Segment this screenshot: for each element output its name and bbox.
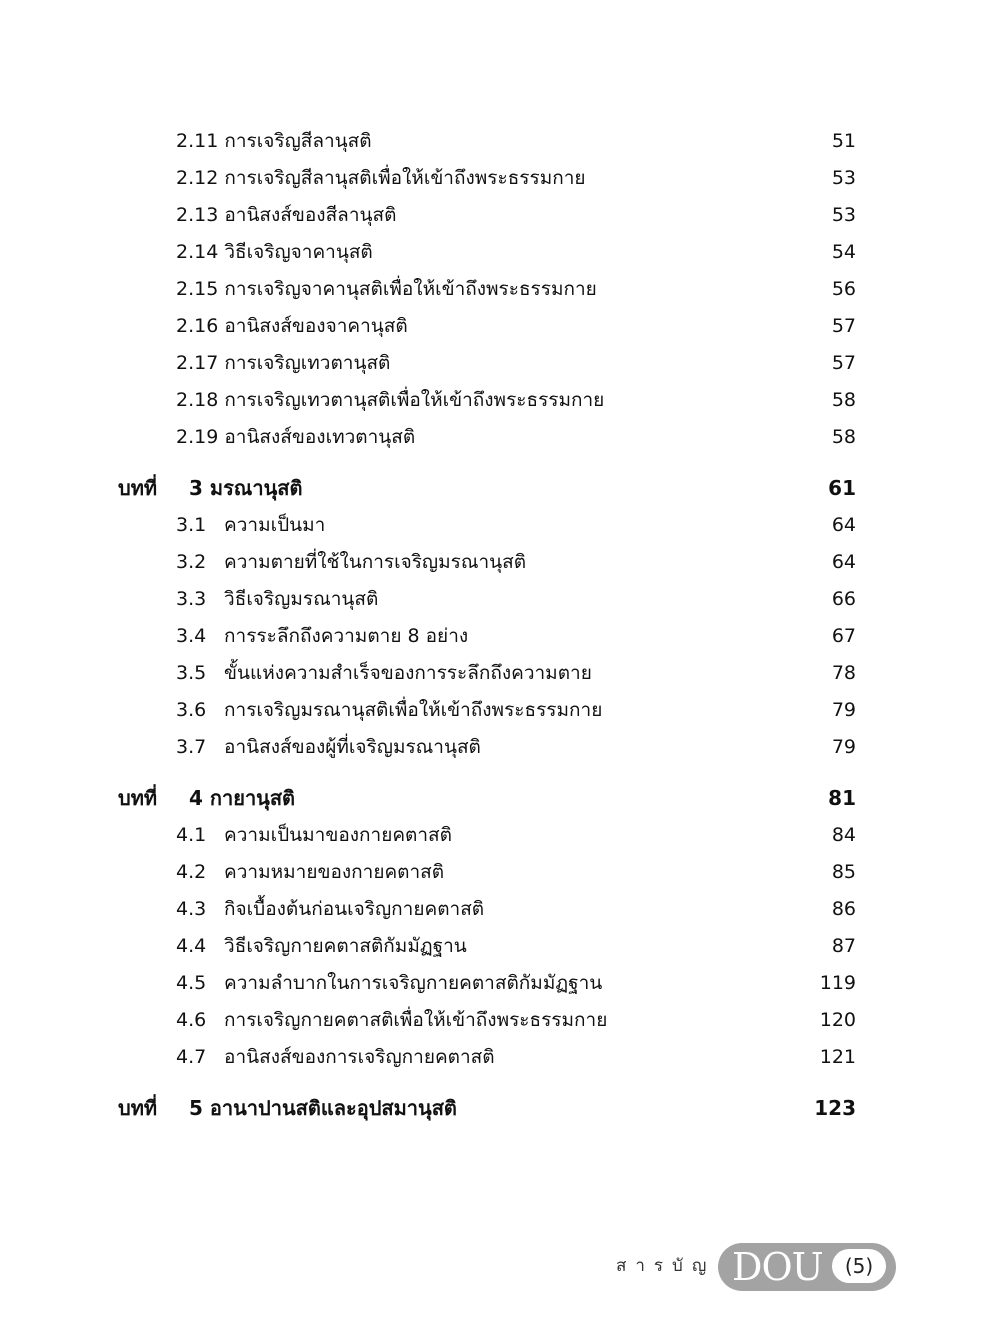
- section-title: อานิสงส์ของการเจริญกายคตาสติ: [224, 1046, 495, 1068]
- toc-entry-text: [176, 857, 444, 887]
- toc-page-number: 86: [831, 898, 856, 920]
- section-number: 3.5: [176, 662, 207, 684]
- toc-section-row: [176, 237, 856, 267]
- section-number: 2.13: [176, 204, 219, 226]
- section-number: 2.15: [176, 278, 219, 300]
- chapter-label: บทที่: [118, 786, 158, 810]
- toc-page-number: 61: [828, 476, 856, 500]
- section-title: การระลึกถึงความตาย 8 อย่าง: [224, 625, 469, 647]
- section-title: การเจริญสีลานุสติ: [224, 130, 372, 152]
- toc-page-number: 84: [831, 824, 856, 846]
- section-title: การเจริญกายคตาสติเพื่อให้เข้าถึงพระธรรมกาย: [224, 1009, 608, 1031]
- toc-section-row: [176, 820, 856, 850]
- toc-page-number: 123: [814, 1096, 856, 1120]
- toc-section-row: [176, 857, 856, 887]
- toc-page-number: 67: [831, 625, 856, 647]
- section-number: 2.16: [176, 315, 219, 337]
- toc-entry-text: [176, 510, 325, 540]
- toc-section-row: [176, 547, 856, 577]
- toc-section-row: [176, 621, 856, 651]
- toc-page-number: 53: [831, 204, 856, 226]
- toc-entry-text: [176, 968, 602, 998]
- toc-page-number: 120: [819, 1009, 856, 1031]
- toc-entry-text: [176, 584, 378, 614]
- toc-page-number: 79: [831, 736, 856, 758]
- footer-badge: [718, 1243, 896, 1291]
- section-number: 4.6: [176, 1009, 207, 1031]
- toc-section-row: [176, 584, 856, 614]
- toc-chapter-row: [118, 1093, 856, 1123]
- dou-logo: DOU: [732, 1245, 823, 1289]
- toc-entry-text: [176, 348, 390, 378]
- section-title: ความตายที่ใช้ในการเจริญมรณานุสติ: [224, 551, 527, 573]
- toc-page-number: 57: [831, 352, 856, 374]
- section-title: อานิสงส์ของจาคานุสติ: [224, 315, 408, 337]
- chapter-label: บทที่: [118, 1096, 158, 1120]
- toc-entry-text: [176, 931, 467, 961]
- section-number: 3.2: [176, 551, 207, 573]
- section-number: 2.14: [176, 241, 219, 263]
- toc-section-row: [176, 200, 856, 230]
- toc-page-number: 121: [819, 1046, 856, 1068]
- section-title: ความหมายของกายคตาสติ: [224, 861, 445, 883]
- toc-entry-text: [176, 422, 415, 452]
- section-number: 4.2: [176, 861, 207, 883]
- section-title: กิจเบื้องต้นก่อนเจริญกายคตาสติ: [224, 898, 485, 920]
- toc-page-number: 57: [831, 315, 856, 337]
- toc-page-number: 64: [831, 551, 856, 573]
- toc-entry-text: [176, 311, 408, 341]
- toc-section-row: [176, 348, 856, 378]
- toc-section-row: [176, 1042, 856, 1072]
- section-number: 4.7: [176, 1046, 207, 1068]
- toc-section-row: [176, 422, 856, 452]
- toc-entry-text: [176, 200, 396, 230]
- toc-entry-text: [176, 547, 526, 577]
- toc-page-number: 56: [831, 278, 856, 300]
- section-title: วิธีเจริญกายคตาสติกัมมัฏฐาน: [224, 935, 467, 957]
- toc-entry-text: [176, 274, 597, 304]
- section-title: การเจริญสีลานุสติเพื่อให้เข้าถึงพระธรรมกาย: [224, 167, 586, 189]
- toc-section-row: [176, 1005, 856, 1035]
- toc-page-number: 58: [831, 426, 856, 448]
- section-number: 3.7: [176, 736, 207, 758]
- toc-entry-text: [176, 1042, 495, 1072]
- section-number: 2.19: [176, 426, 219, 448]
- section-number: 4.3: [176, 898, 207, 920]
- toc-section-row: [176, 126, 856, 156]
- toc-entry-text: [118, 783, 295, 813]
- toc-entry-text: [176, 695, 602, 725]
- section-number: 2.18: [176, 389, 219, 411]
- section-title: วิธีเจริญจาคานุสติ: [224, 241, 373, 263]
- toc-page-number: 64: [831, 514, 856, 536]
- section-title: อานิสงส์ของผู้ที่เจริญมรณานุสติ: [224, 736, 481, 758]
- toc-page-number: 78: [831, 662, 856, 684]
- toc-entry-text: [176, 385, 604, 415]
- toc-chapter-row: [118, 783, 856, 813]
- section-number: 4.1: [176, 824, 207, 846]
- toc-entry-text: [176, 658, 592, 688]
- toc-entry-text: [118, 1093, 457, 1123]
- toc-page-number: 66: [831, 588, 856, 610]
- section-number: 2.11: [176, 130, 219, 152]
- toc-page-number: 53: [831, 167, 856, 189]
- section-title: การเจริญมรณานุสติเพื่อให้เข้าถึงพระธรรมกาย: [224, 699, 603, 721]
- toc-entry-text: [176, 820, 452, 850]
- section-title: การเจริญเทวตานุสติเพื่อให้เข้าถึงพระธรรมกาย: [224, 389, 605, 411]
- toc-section-row: [176, 274, 856, 304]
- toc-chapter-row: [118, 473, 856, 503]
- toc-entry-text: [176, 1005, 607, 1035]
- section-title: อานิสงส์ของเทวตานุสติ: [224, 426, 416, 448]
- section-number: 3.6: [176, 699, 207, 721]
- toc-section-row: [176, 510, 856, 540]
- toc-page-number: 51: [831, 130, 856, 152]
- section-number: 2.17: [176, 352, 219, 374]
- section-number: 3.3: [176, 588, 207, 610]
- section-title: ความเป็นมาของกายคตาสติ: [224, 824, 452, 846]
- toc-entry-text: [176, 163, 586, 193]
- section-number: 4.5: [176, 972, 207, 994]
- toc-page-number: 85: [831, 861, 856, 883]
- chapter-title: 5 อานาปานสติและอุปสมานุสติ: [189, 1096, 457, 1120]
- toc-section-row: [176, 931, 856, 961]
- section-title: วิธีเจริญมรณานุสติ: [224, 588, 379, 610]
- toc-page-number: 79: [831, 699, 856, 721]
- page-number: (5): [832, 1249, 886, 1283]
- toc-page-number: 119: [819, 972, 856, 994]
- toc-section-row: [176, 894, 856, 924]
- toc-section-row: [176, 732, 856, 762]
- section-number: 3.4: [176, 625, 207, 647]
- section-title: อานิสงส์ของสีลานุสติ: [224, 204, 397, 226]
- section-number: 2.12: [176, 167, 219, 189]
- chapter-title: 4 กายานุสติ: [189, 786, 296, 810]
- toc-section-row: [176, 658, 856, 688]
- section-title: ความลำบากในการเจริญกายคตาสติกัมมัฏฐาน: [224, 972, 603, 994]
- toc-entry-text: [176, 732, 481, 762]
- toc-section-row: [176, 385, 856, 415]
- toc-entry-text: [176, 894, 484, 924]
- section-title: ความเป็นมา: [224, 514, 326, 536]
- toc-section-row: [176, 311, 856, 341]
- toc-page-number: 81: [828, 786, 856, 810]
- toc-page-number: 54: [831, 241, 856, 263]
- toc-section-row: [176, 968, 856, 998]
- toc-entry-text: [176, 126, 372, 156]
- toc-entry-text: [176, 621, 468, 651]
- footer-label: สารบัญ: [616, 1256, 716, 1276]
- section-title: ขั้นแห่งความสำเร็จของการระลึกถึงความตาย: [224, 662, 592, 684]
- section-title: การเจริญจาคานุสติเพื่อให้เข้าถึงพระธรรมกาย: [224, 278, 597, 300]
- section-number: 4.4: [176, 935, 207, 957]
- toc-page-number: 87: [831, 935, 856, 957]
- chapter-title: 3 มรณานุสติ: [189, 476, 303, 500]
- toc-entry-text: [118, 473, 302, 503]
- toc-page-number: 58: [831, 389, 856, 411]
- section-title: การเจริญเทวตานุสติ: [224, 352, 391, 374]
- toc-section-row: [176, 695, 856, 725]
- section-number: 3.1: [176, 514, 207, 536]
- chapter-label: บทที่: [118, 476, 158, 500]
- toc-entry-text: [176, 237, 373, 267]
- toc-section-row: [176, 163, 856, 193]
